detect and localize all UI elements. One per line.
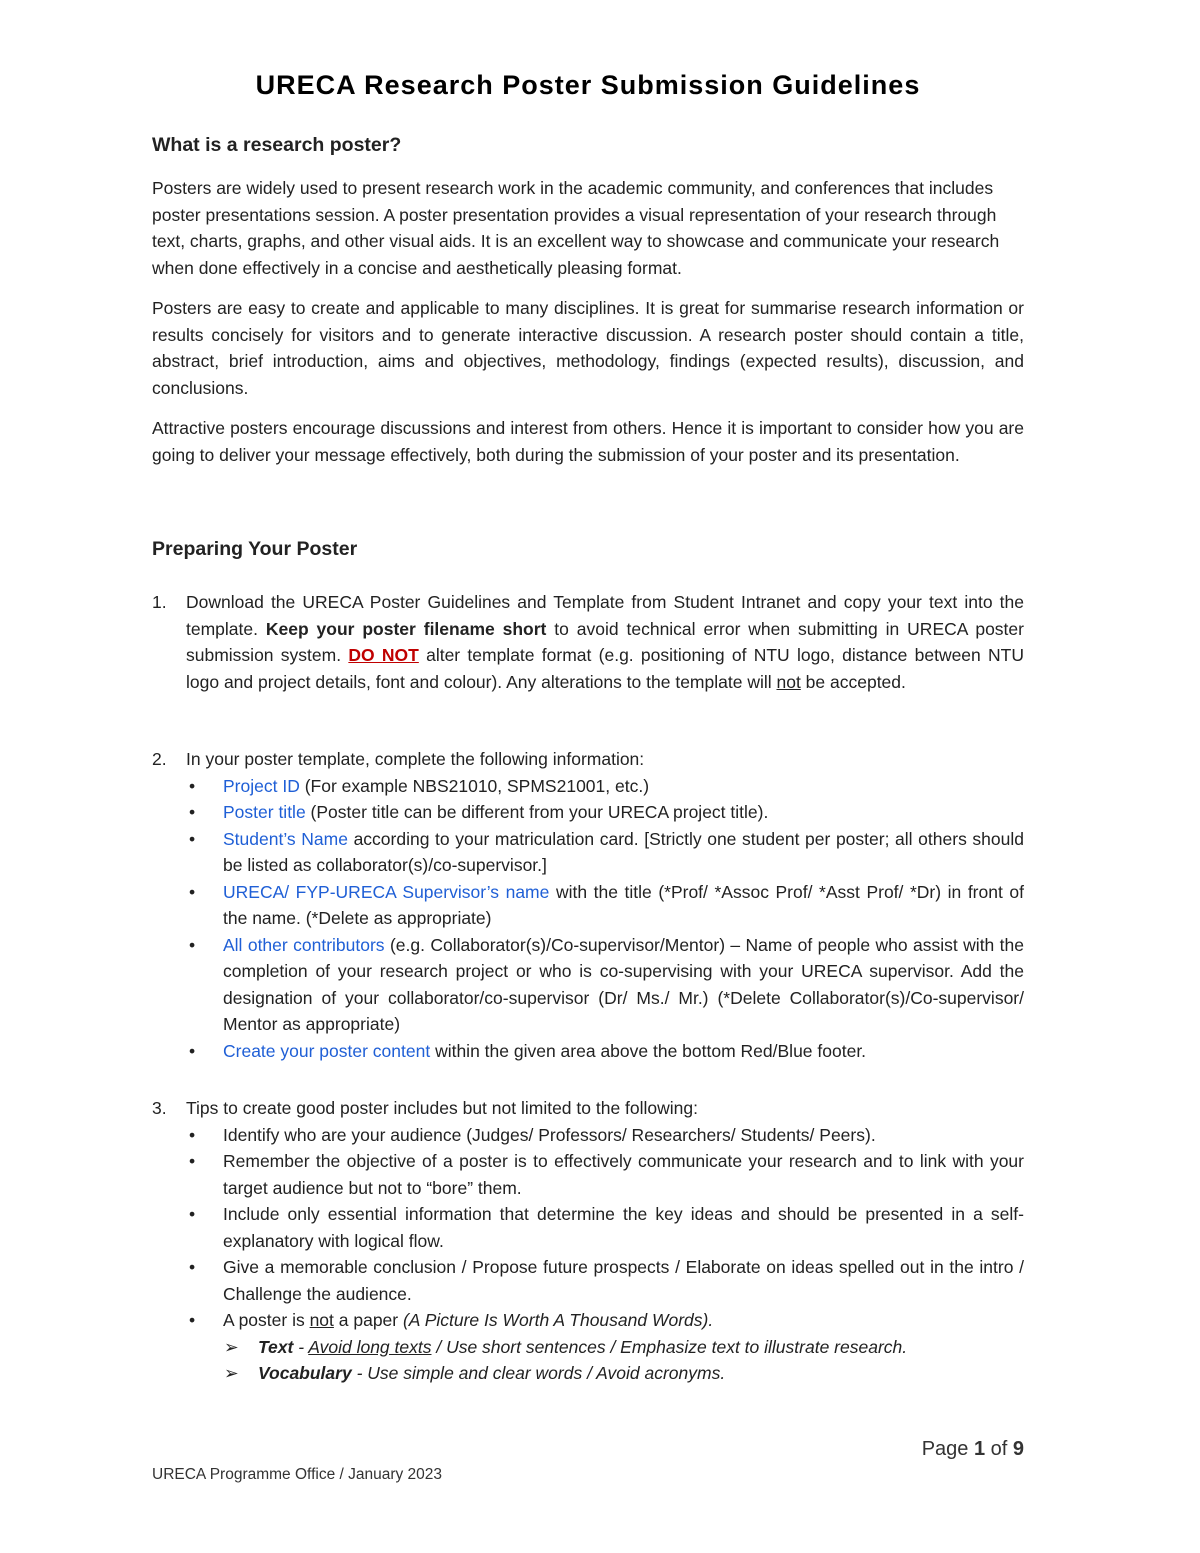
bullet-item: • Create your poster content within the given area above the bottom Red/Blue footer. bbox=[152, 1038, 1024, 1065]
bullet-icon: • bbox=[189, 1257, 196, 1277]
bullet-list-info bbox=[152, 773, 1024, 1065]
bullet-icon: • bbox=[189, 802, 196, 822]
bullet-item: • URECA/ FYP-URECA Supervisor’s name with the title (*Prof/ *Assoc Prof/ *Asst Prof/ *Dr) in front of the name. (*Delete as appropriate) bbox=[152, 879, 1024, 932]
bullet-item: • A poster is not a paper (A Picture Is Worth A Thousand Words). bbox=[152, 1307, 1024, 1334]
bullet-icon: • bbox=[189, 828, 196, 849]
paragraph-2: Posters are easy to create and applicable to many disciplines. It is great for summarise research information or results concisely for visitors and to generate interactive discussion. A research poster should contain a title, abstract, brief introduction, aims and objectives, methodology, findings (expected results), discussion, and conclusions. bbox=[152, 298, 1024, 398]
bullet-item: • Give a memorable conclusion / Propose future prospects / Elaborate on ideas spelled out in the intro / Challenge the audience. bbox=[152, 1254, 1024, 1307]
bullet-icon: • bbox=[189, 1124, 196, 1145]
bullet-icon: • bbox=[189, 775, 196, 796]
list-item-text: Download the URECA Poster Guidelines and Template from Student Intranet and copy your text into the template. Keep your poster filename short to avoid technical error when submitting in URECA poster submission system. DO NOT alter template format (e.g. positioning of NTU logo, distance between NTU logo and project details, font and colour). Any alterations to the template will not be accepted. bbox=[186, 592, 1025, 692]
document-title: URECA Research Poster Submission Guidelines bbox=[255, 70, 921, 100]
bullet-item: • Poster title (Poster title can be different from your URECA project title). bbox=[152, 799, 1024, 826]
bullet-icon: • bbox=[189, 934, 196, 955]
list-item-2 bbox=[152, 746, 1024, 1064]
bullet-item: • Identify who are your audience (Judges/ Professors/ Researchers/ Students/ Peers). bbox=[152, 1122, 1024, 1149]
page-number: Page 1 of 9 bbox=[921, 1438, 1024, 1460]
bullet-list-tips bbox=[152, 1122, 1024, 1334]
paragraph-1: Posters are widely used to present research work in the academic community, and conferences that includes poster presentations session. A poster presentation provides a visual representation of your research through text, charts, graphs, and other visual aids. It is an excellent way to showcase and communicate your research when done effectively in a concise and aesthetically pleasing format. bbox=[152, 178, 1000, 278]
arrow-bullet-icon: ➢ bbox=[224, 1363, 239, 1383]
list-number: 3. bbox=[152, 1098, 167, 1118]
bullet-item: • Student’s Name according to your matriculation card. [Strictly one student per poster; all others should be listed as collaborator(s)/co-supervisor.] bbox=[152, 826, 1024, 879]
arrow-bullet-icon: ➢ bbox=[224, 1336, 239, 1357]
bullet-item: • All other contributors (e.g. Collaborator(s)/Co-supervisor/Mentor) – Name of people who assist with the completion of your research project or who is co-supervising with your URECA supervisor. Add the designation of your collaborator/co-supervisor (Dr/ Ms./ Mr.) (*Delete Collaborator(s)/Co-supervisor/ Mentor as appropriate) bbox=[152, 932, 1024, 1038]
bullet-icon: • bbox=[189, 1040, 196, 1061]
list-item-3 bbox=[152, 1095, 1024, 1387]
bullet-icon: • bbox=[189, 1310, 196, 1330]
paragraph-3: Attractive posters encourage discussions and interest from others. Hence it is important to consider how you are going to deliver your message effectively, both during the submission of your poster and its presentation. bbox=[152, 418, 1024, 465]
bullet-item: • Include only essential information that determine the key ideas and should be presented in a self-explanatory with logical flow. bbox=[152, 1201, 1024, 1254]
bullet-icon: • bbox=[189, 1151, 196, 1171]
sub-bullet-item: ➢ Text - Avoid long texts / Use short sentences / Emphasize text to illustrate research. bbox=[152, 1334, 1024, 1361]
list-item-intro: In your poster template, complete the following information: bbox=[186, 749, 645, 769]
footer-office: URECA Programme Office / January 2023 bbox=[152, 1466, 443, 1483]
list-item-intro: Tips to create good poster includes but not limited to the following: bbox=[186, 1098, 699, 1118]
bullet-item: • Project ID (For example NBS21010, SPMS21001, etc.) bbox=[152, 773, 1024, 800]
list-number: 2. bbox=[152, 749, 167, 769]
bullet-icon: • bbox=[189, 1204, 196, 1224]
list-item-1 bbox=[152, 589, 1024, 695]
section-heading-what-is-poster: What is a research poster? bbox=[152, 134, 402, 156]
sub-bullet-item: ➢ Vocabulary - Use simple and clear words / Avoid acronyms. bbox=[152, 1360, 1024, 1387]
list-number: 1. bbox=[152, 592, 167, 612]
sub-bullet-list bbox=[152, 1334, 1024, 1387]
section-heading-preparing: Preparing Your Poster bbox=[152, 538, 358, 560]
bullet-icon: • bbox=[189, 881, 196, 902]
do-not-emphasis: DO NOT bbox=[348, 645, 419, 665]
bullet-item: • Remember the objective of a poster is to effectively communicate your research and to link with your target audience but not to “bore” them. bbox=[152, 1148, 1024, 1201]
